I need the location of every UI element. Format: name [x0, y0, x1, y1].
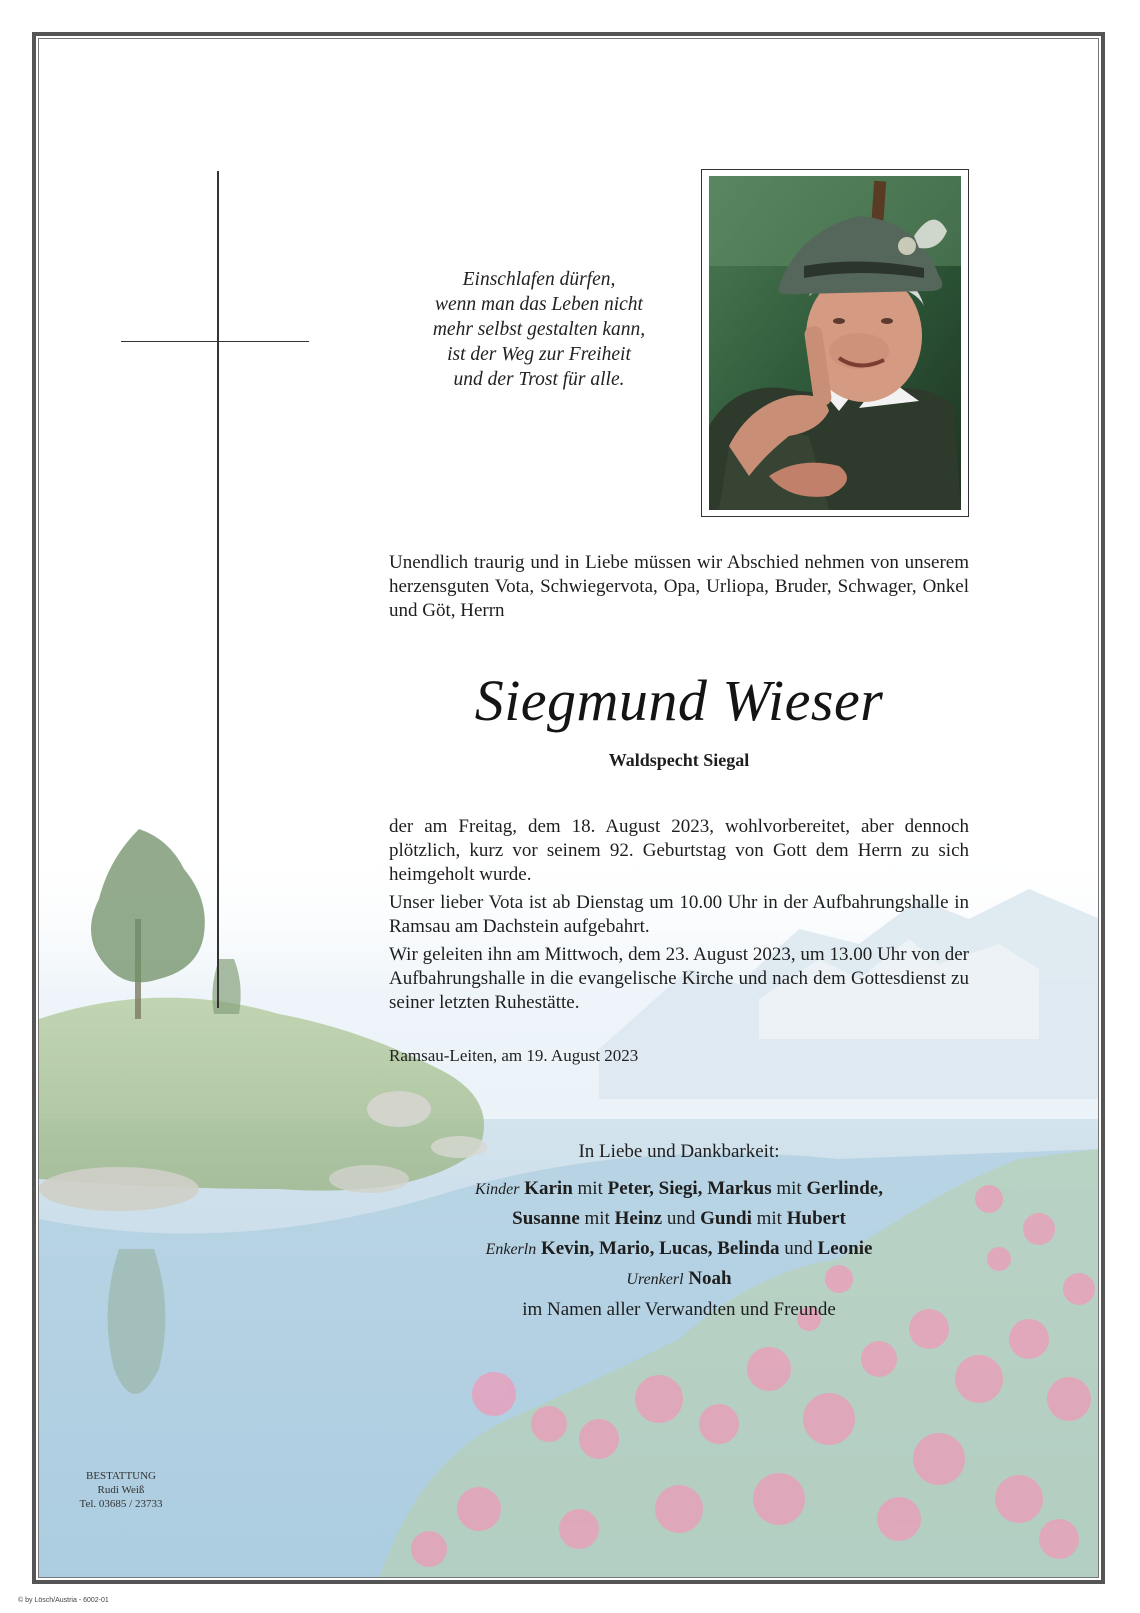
- poem-line: und der Trost für alle.: [453, 369, 625, 390]
- child-name: Markus: [707, 1178, 772, 1199]
- great-grandchild-line: [389, 1264, 969, 1295]
- child-name: Susanne: [512, 1208, 580, 1229]
- undertaker-line: Tel. 03685 / 23733: [79, 1498, 163, 1510]
- paragraph-text: Unser lieber Vota ist ab Dienstag um 10.00 Uhr in der Aufbahrungshalle in Ramsau am Dachstein aufgebahrt.: [389, 892, 969, 937]
- poem: [389, 267, 689, 392]
- connector: mit: [577, 1178, 603, 1199]
- grandchild-name: Leonie: [817, 1238, 873, 1259]
- cross-vertical-bar: [217, 171, 219, 1008]
- portrait-photo: [709, 176, 961, 510]
- paragraph-text: der am Freitag, dem 18. August 2023, wohlvorbereitet, aber dennoch plötzlich, kurz vor seinem 92. Geburtstag von Gott dem Herrn zu sich heimgeholt wurde.: [389, 816, 969, 885]
- death-notice-paragraph: [389, 815, 969, 887]
- child-name: Gundi: [700, 1208, 752, 1229]
- intro-text: [389, 551, 969, 623]
- viewing-paragraph: [389, 891, 969, 939]
- spouse-name: Hubert: [786, 1208, 846, 1229]
- place-date: Ramsau-Leiten, am 19. August 2023: [389, 1046, 639, 1065]
- thanks-closing: im Namen aller Verwandten und Freunde: [522, 1299, 836, 1320]
- children-line-2: [389, 1204, 969, 1234]
- grandchildren-label: Enkerln: [485, 1241, 537, 1258]
- spouse-name: Peter,: [607, 1178, 654, 1199]
- children-line-1: [389, 1174, 969, 1205]
- copyright-notice: © by Lösch/Austria - 6002-01: [18, 1597, 109, 1604]
- child-name: Siegi,: [658, 1178, 703, 1199]
- spouse-name: Gerlinde,: [806, 1178, 883, 1199]
- cross-horizontal-bar: [121, 341, 309, 342]
- connector: und: [666, 1208, 696, 1229]
- connector: und: [784, 1238, 813, 1259]
- undertaker-line: Rudi Weiß: [97, 1484, 145, 1496]
- thanks-title: In Liebe und Dankbarkeit:: [578, 1141, 780, 1162]
- connector: mit: [776, 1178, 802, 1199]
- grandchildren-names: Kevin, Mario, Lucas, Belinda: [540, 1238, 780, 1259]
- poem-line: ist der Weg zur Freiheit: [447, 344, 631, 365]
- deceased-name: Siegmund Wieser: [474, 668, 884, 733]
- funeral-paragraph: [389, 943, 969, 1015]
- child-name: Karin: [524, 1178, 573, 1199]
- great-grandchild-name: Noah: [688, 1268, 732, 1289]
- deceased-nickname: Waldspecht Siegal: [608, 750, 750, 770]
- connector: mit: [584, 1208, 610, 1229]
- great-grandchild-label: Urenkerl: [626, 1271, 684, 1288]
- poem-line: mehr selbst gestalten kann,: [432, 319, 646, 340]
- grandchildren-line: [389, 1234, 969, 1265]
- intro-paragraph: Unendlich traurig und in Liebe müssen wir Abschied nehmen von unserem herzensguten Vota, Schwiegervota, Opa, Urliopa, Bruder, Schwager, Onkel und Göt, Herrn: [389, 552, 969, 621]
- card: [38, 38, 1099, 1578]
- poem-line: Einschlafen dürfen,: [462, 269, 616, 290]
- connector: mit: [756, 1208, 782, 1229]
- undertaker-line: BESTATTUNG: [85, 1470, 156, 1482]
- children-label: Kinder: [475, 1181, 520, 1198]
- undertaker-info: [61, 1469, 181, 1511]
- spouse-name: Heinz: [614, 1208, 663, 1229]
- poem-line: wenn man das Leben nicht: [435, 294, 643, 315]
- paragraph-text: Wir geleiten ihn am Mittwoch, dem 23. August 2023, um 13.00 Uhr von der Aufbahrungshalle in die evangelische Kirche und nach dem Gottesdienst zu seiner letzten Ruhestätte.: [389, 944, 969, 1013]
- portrait-frame: [701, 169, 969, 517]
